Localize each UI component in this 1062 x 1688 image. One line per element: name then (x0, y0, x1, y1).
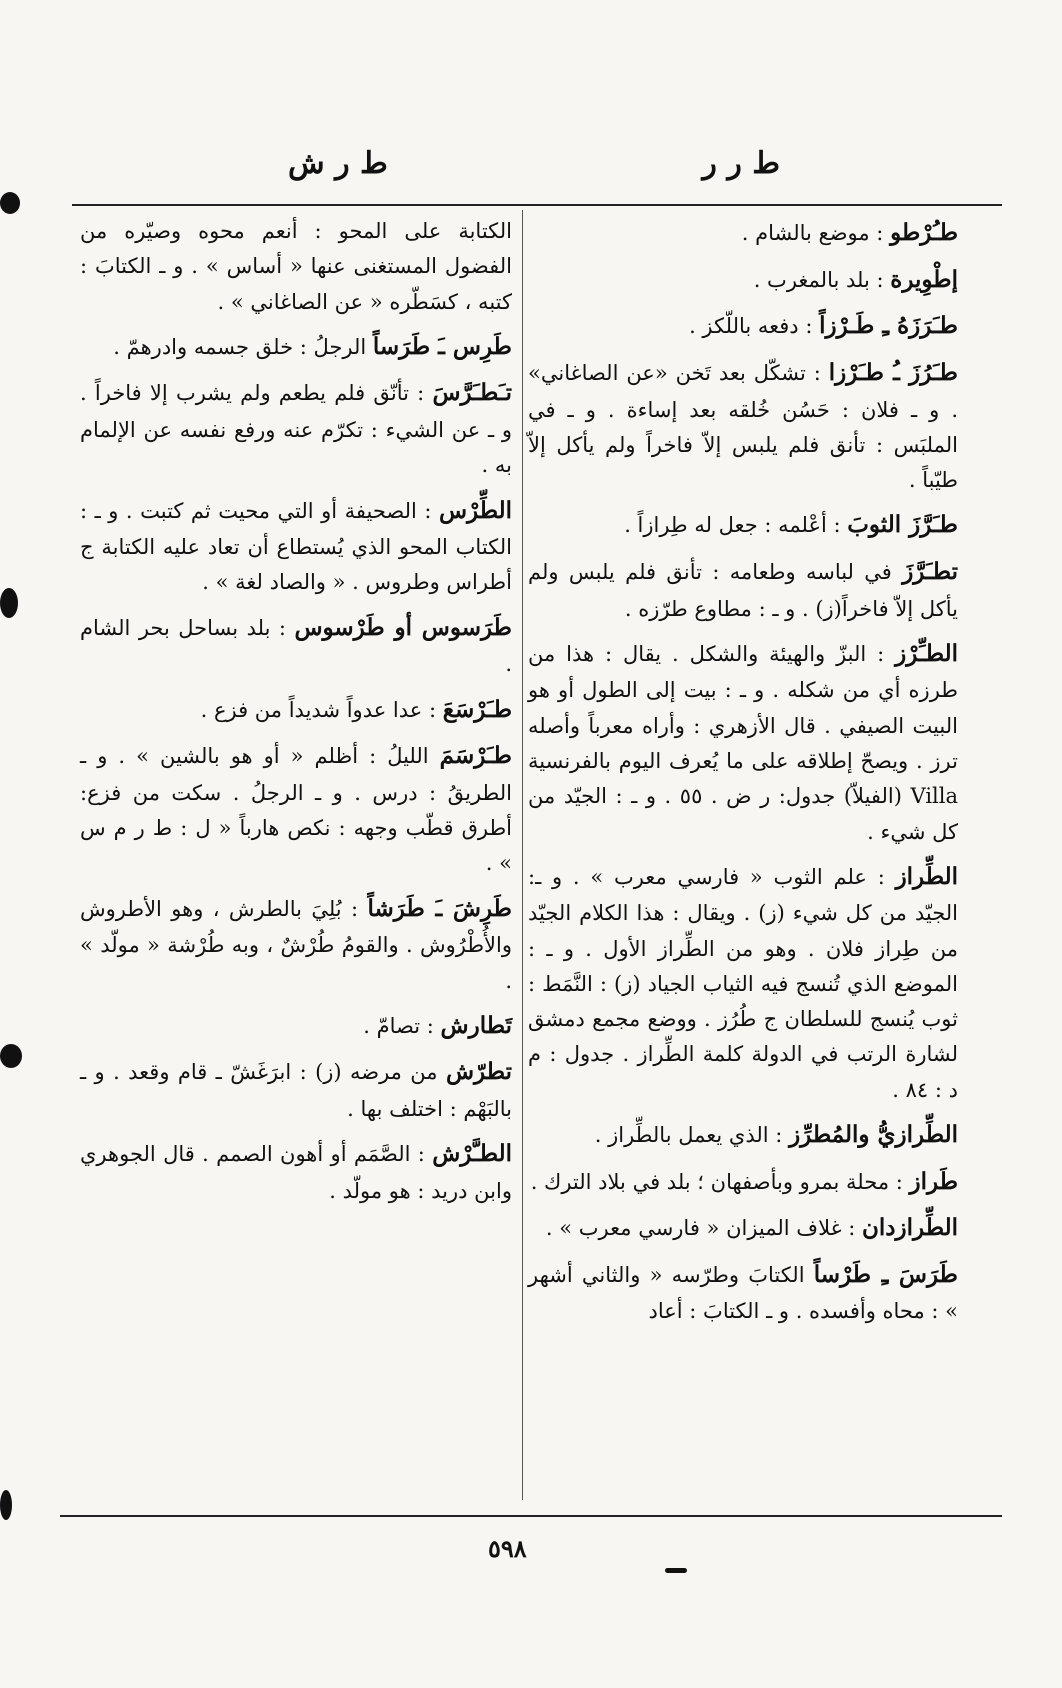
entry-definition: : تصامّ . (363, 1013, 434, 1038)
entry-definition: : محلة بمرو وبأصفهان ؛ بلد في بلاد الترك . (530, 1169, 903, 1194)
entry-definition: الرجلُ : خلق جسمه وادرهمّ . (113, 334, 367, 359)
dictionary-entry (528, 1163, 958, 1202)
dictionary-entry (80, 609, 512, 683)
footer-rule (60, 1515, 1002, 1517)
entry-definition: : عدا عدواً شديداً من فزع . (200, 697, 437, 722)
entry-headword: طـَرُزَ ـُ طـَرْزا (828, 358, 958, 386)
entry-headword: الطِّرْس (438, 496, 513, 524)
dictionary-entry (80, 374, 512, 483)
binding-ink-mark (0, 192, 20, 214)
dictionary-entry (528, 635, 958, 850)
dictionary-entry (528, 354, 958, 498)
dictionary-entry (528, 1256, 958, 1330)
entry-headword: تـَطـَرَّسَ (432, 379, 512, 407)
entry-definition: : الذي يعمل بالطِّراز . (594, 1122, 783, 1147)
left-column (80, 214, 512, 1217)
entry-definition: : بُلِيَ بالطرش ، وهو الأطروش والأُطْرُوش . والقومُ طُرْشٌ ، وبه طُرْشة « مولّد » . (80, 896, 512, 993)
entry-definition: من مرضه (ز) : ابرَغَشّ ـ قام وقعد . و ـ بالبَهْم : اختلف بها . (80, 1060, 512, 1122)
entry-headword: تطرّش (445, 1058, 512, 1086)
entry-headword: طـُرْطو (890, 219, 958, 246)
entry-definition: : تأنّق فلم يطعم ولم يشرب إلا فاخراً . و ـ عن الشيء : تكرّم عنه ورفع نفسه عن الإلمام به . (80, 381, 512, 478)
dictionary-entry (528, 1116, 958, 1155)
entry-definition: : موضع بالشام . (741, 221, 884, 245)
dictionary-entry (528, 858, 958, 1108)
entry-definition: : بلد بالمغرب . (753, 267, 884, 292)
dictionary-entry (80, 737, 512, 881)
binding-ink-mark (0, 588, 18, 618)
dictionary-entry (80, 1007, 512, 1046)
entry-headword: تَطارش (440, 1011, 512, 1039)
entry-definition: : غلاف الميزان « فارسي معرب » . (545, 1216, 856, 1241)
dictionary-entry (528, 553, 958, 627)
entry-definition: : دفعه باللّكز . (689, 314, 813, 339)
entry-definition: : الصحيفة أو التي محيت ثم كتبت . و ـ : الكتاب المحو الذي يُستطاع أن تعاد عليه الكتابة ج أطراس وطروس . « والصاد لغة » . (80, 498, 512, 595)
dictionary-entry (80, 1135, 512, 1209)
entry-headword: الطـَّرْش (432, 1140, 512, 1168)
dictionary-entry (528, 1209, 958, 1248)
entry-headword: الطِّراز (895, 862, 959, 890)
entry-headword: طـَرَّزَ الثوبَ (847, 511, 958, 539)
entry-headword: تطـَرَّزَ (902, 557, 958, 585)
entry-headword: طَرَسوس أو طَرْسوس (294, 613, 512, 641)
right-column (528, 214, 958, 1338)
entry-definition: : أعْلمه : جعل له طِرازاً . (624, 513, 841, 538)
dictionary-entry (528, 506, 958, 545)
entry-definition: الليلُ : أظلم « أو هو بالشين » . و ـ الطريقُ : درس . و ـ الرجلُ . سكت من فزع: أطرق قطّب وجهه : نكص هارباً « ل : ط ر م س » . (80, 744, 512, 876)
entry-headword: طَرِشَ ـَ طَرَشاً (367, 894, 512, 922)
dictionary-entry (80, 328, 512, 367)
binding-ink-mark (0, 1044, 22, 1068)
dictionary-entry (528, 214, 958, 253)
dictionary-entry (80, 691, 512, 730)
page-number: ٥٩٨ (488, 1534, 527, 1563)
entry-definition: : تشكّل بعد تَخن «عن الصاغاني» . و ـ فلان : حَسُن خُلقه بعد إساءة . و ـ في الملبَس : تأنق فلم يلبس إلاّ فاخراً ولم يأكل إلاّ طيّباً . (528, 360, 958, 493)
entry-headword: الطِّرازيُّ والمُطرِّز (789, 1120, 958, 1148)
entry-definition: : علم الثوب « فارسي معرب » . و ـ: الجيّد من كل شيء (ز) . ويقال : هذا الكلام الجيّد من طِراز فلان . وهو من الطِّراز الأول . و ـ : الموضع الذي تُنسج فيه الثياب الجياد (ز) : النَّمَط : ثوب يُنسج للسلطان ج طُرُز . ووضع مجمع دمشق لشارة الرتب في الدولة كلمة الطِّراز . جدول : م د : ٨٤ . (528, 864, 958, 1102)
dictionary-entry (80, 214, 512, 320)
dictionary-entry (80, 1053, 512, 1127)
entry-headword: إطْوِيرة (890, 265, 958, 293)
column-divider (522, 210, 523, 1500)
binding-ink-mark (0, 1490, 12, 1520)
entry-definition: : البزّ والهيئة والشكل . يقال : هذا من طرزه أي من شكله . و ـ : بيت إلى الطول أو هو البيت الصيفي . قال الأزهري : وأراه معرباً وأصله ترز . ويصحّ إطلاقه على ما يُعرف اليوم بالفرنسية Villa (الفيلاّ) جدول: ر ض . ٥٥ . و ـ : الجيّد من كل شيء . (528, 641, 958, 844)
entry-definition: : الصَّمَم أو أهون الصمم . قال الجوهري وابن دريد : هو مولّد . (80, 1142, 512, 1203)
entry-headword: طـَرْسَمَ (439, 742, 512, 770)
entry-definition: : بلد بساحل بحر الشام . (80, 615, 512, 677)
entry-headword: الطِّرازدان (862, 1214, 958, 1242)
dictionary-entry (528, 307, 958, 346)
ink-smudge (665, 1568, 687, 1573)
dictionary-entry (528, 261, 958, 300)
entry-headword: طـَرَزَهُ ـِ طَـرْزاً (819, 312, 958, 340)
dictionary-entry (80, 492, 512, 601)
header-rule (72, 204, 1002, 206)
entry-definition: الكتابَ وطرّسه « والثاني أشهر » : محاه وأفسده . و ـ الكتابَ : أعاد (528, 1262, 958, 1324)
entry-headword: طَرَسَ ـِ طَرْساً (813, 1260, 958, 1288)
running-header-root-right: ط ر ر (702, 146, 780, 181)
entry-definition: الكتابة على المحو : أنعم محوه وصيّره من الفضول المستغنى عنها « أساس » . و ـ الكتابَ : كتبه ، كسَطّره « عن الصاغاني » . (80, 219, 512, 314)
entry-headword: طـَرْسَعَ (442, 695, 512, 723)
entry-headword: طَرِس ـَ طَرَساً (372, 332, 512, 360)
dictionary-entry (80, 890, 512, 999)
running-header-root-left: ط ر ش (288, 146, 388, 181)
entry-definition: في لباسه وطعامه : تأنق فلم يلبس ولم يأكل إلاّ فاخراً(ز) . و ـ : مطاوع طرّزه . (528, 559, 958, 621)
entry-headword: الطـِّرْز (895, 639, 958, 667)
entry-headword: طَراز (909, 1167, 958, 1195)
